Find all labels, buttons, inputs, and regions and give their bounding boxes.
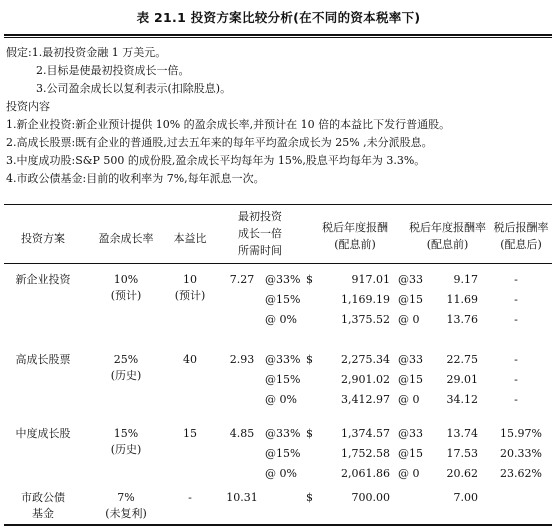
cell-pe: 40	[183, 353, 197, 366]
cell-plan: 市政公债	[21, 491, 65, 504]
cell-tax-rate-short: @33	[398, 353, 423, 366]
header-time-3: 所需时间	[238, 244, 282, 257]
cell-pe: -	[188, 491, 192, 504]
cell-growth: (历史)	[110, 443, 142, 456]
cell-time: 4.85	[229, 427, 255, 440]
cell-post-rate: 23.62%	[500, 467, 542, 480]
cell-post-rate: -	[514, 293, 518, 306]
cell-tax-rate-short: @15	[398, 373, 423, 386]
header-time-2: 成长一倍	[238, 227, 282, 240]
cell-post-rate: 15.97%	[500, 427, 542, 440]
header-post-dividend-rate-2: (配息后)	[500, 238, 542, 251]
cell-amount: 1,374.57	[341, 427, 390, 440]
cell-plan: 高成长股票	[15, 353, 71, 366]
cell-rate: 29.01	[446, 373, 478, 386]
cell-tax-rate-short: @ 0	[398, 393, 420, 406]
cell-amount: 3,412.97	[341, 393, 390, 406]
top-rule-thin	[4, 37, 552, 38]
assumptions-line-1	[6, 44, 166, 61]
cell-tax-rate-short: @15	[398, 293, 423, 306]
cell-growth: 10%	[113, 273, 139, 286]
cell-time: 2.93	[229, 353, 255, 366]
header-pre-dividend-2: (配息前)	[334, 238, 376, 251]
cell-post-rate: -	[514, 273, 518, 286]
header-post-dividend-rate-1: 税后报酬率	[493, 221, 549, 234]
header-plan: 投资方案	[21, 232, 65, 245]
cell-pe: 10	[183, 273, 197, 286]
cell-plan: 中度成长股	[15, 427, 71, 440]
cell-growth: 15%	[113, 427, 139, 440]
cell-tax-rate: @ 0%	[265, 313, 297, 326]
cell-tax-rate: @33%	[265, 273, 301, 286]
cell-tax-rate-short: @33	[398, 273, 423, 286]
cell-pe: (预计)	[174, 289, 206, 302]
cell-tax-rate: @15%	[265, 447, 301, 460]
cell-growth: (预计)	[110, 289, 142, 302]
cell-dollar: $	[306, 353, 313, 366]
cell-tax-rate-short: @ 0	[398, 313, 420, 326]
content-item: 4.市政公债基金:目前的收利率为 7%,每年派息一次。	[6, 172, 265, 185]
cell-dollar: $	[306, 427, 313, 440]
cell-amount: 917.01	[351, 273, 390, 286]
cell-rate: 11.69	[446, 293, 478, 306]
cell-tax-rate-short: @15	[398, 447, 423, 460]
cell-tax-rate: @33%	[265, 427, 301, 440]
cell-rate: 13.74	[446, 427, 478, 440]
cell-plan: 新企业投资	[15, 273, 71, 286]
cell-tax-rate: @ 0%	[265, 467, 297, 480]
cell-tax-rate: @33%	[265, 353, 301, 366]
cell-growth: 7%	[117, 491, 135, 504]
cell-rate: 13.76	[446, 313, 478, 326]
assumption-item: 2.目标是使最初投资成长一倍。	[36, 64, 190, 77]
cell-amount: 1,752.58	[341, 447, 390, 460]
header-top-rule	[4, 204, 552, 205]
table-title: 表 21.1 投资方案比较分析(在不同的资本税率下)	[136, 10, 421, 25]
cell-tax-rate: @15%	[265, 293, 301, 306]
assumptions-prefix: 假定:	[6, 46, 32, 59]
content-item: 1.新企业投资:新企业预计提供 10% 的盈余成长率,并预计在 10 倍的本益比下发行普通股。	[6, 118, 451, 131]
cell-amount: 2,901.02	[341, 373, 390, 386]
cell-tax-rate-short: @33	[398, 427, 423, 440]
cell-growth: 25%	[113, 353, 139, 366]
cell-post-rate: -	[514, 393, 518, 406]
cell-growth: (历史)	[110, 369, 142, 382]
cell-time: 10.31	[226, 491, 258, 504]
cell-post-rate: -	[514, 313, 518, 326]
cell-dollar: $	[306, 273, 313, 286]
cell-amount: 1,169.19	[341, 293, 390, 306]
cell-dollar: $	[306, 491, 313, 504]
cell-plan: 基金	[32, 507, 54, 520]
cell-amount: 2,275.34	[341, 353, 390, 366]
cell-time: 7.27	[229, 273, 255, 286]
cell-post-rate: 20.33%	[500, 447, 542, 460]
cell-post-rate: -	[514, 373, 518, 386]
cell-rate: 22.75	[446, 353, 478, 366]
cell-tax-rate: @15%	[265, 373, 301, 386]
cell-rate: 7.00	[453, 491, 478, 504]
cell-amount: 700.00	[351, 491, 390, 504]
cell-amount: 2,061.86	[341, 467, 390, 480]
header-time-1: 最初投资	[238, 210, 282, 223]
cell-amount: 1,375.52	[341, 313, 390, 326]
header-pre-dividend-rate-1: 税后年度报酬率	[409, 221, 486, 234]
header-growth: 盈余成长率	[98, 232, 154, 245]
cell-pe: 15	[183, 427, 197, 440]
header-pe: 本益比	[173, 232, 207, 245]
cell-tax-rate: @ 0%	[265, 393, 297, 406]
cell-rate: 34.12	[446, 393, 478, 406]
cell-rate: 20.62	[446, 467, 478, 480]
cell-tax-rate-short: @ 0	[398, 467, 420, 480]
cell-post-rate: -	[514, 353, 518, 366]
cell-growth: (未复利)	[105, 507, 147, 520]
content-heading: 投资内容	[6, 100, 50, 113]
header-pre-dividend-1: 税后年度报酬	[322, 221, 388, 234]
assumption-item: 3.公司盈余成长以复利表示(扣除股息)。	[36, 82, 232, 95]
bottom-rule	[4, 524, 552, 526]
content-item: 3.中度成功股:S&P 500 的成份股,盈余成长平均每年为 15%,股息平均每年为 3.3%。	[6, 154, 426, 167]
header-bottom-rule	[4, 263, 552, 264]
top-rule	[4, 34, 552, 36]
cell-rate: 9.17	[453, 273, 478, 286]
content-item: 2.高成长股票:既有企业的普通股,过去五年来的每年平均盈余成长为 25% ,未分派股息。	[6, 136, 433, 149]
header-pre-dividend-rate-2: (配息前)	[426, 238, 469, 251]
assumption-item: 1.最初投资金融 1 万美元。	[31, 46, 167, 59]
cell-rate: 17.53	[446, 447, 478, 460]
